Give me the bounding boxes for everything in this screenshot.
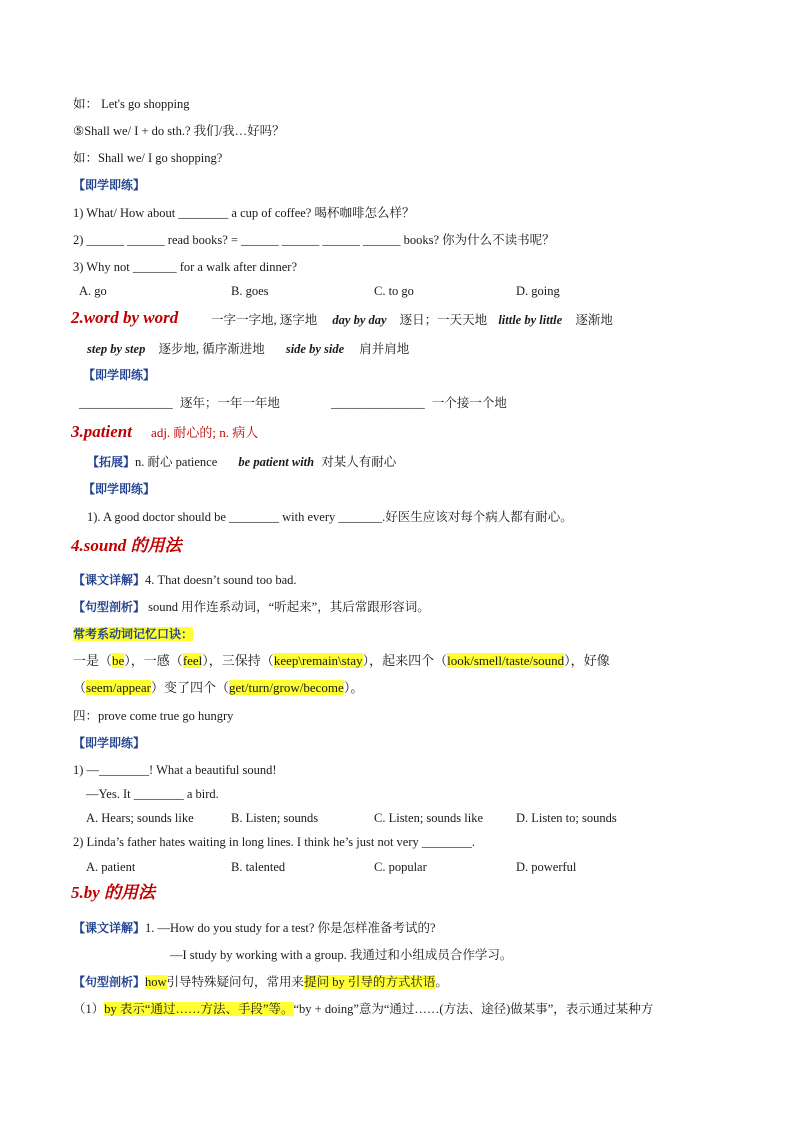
detail-label: 【课文详解】 — [73, 921, 146, 935]
phrase-line — [211, 312, 613, 328]
question: 1). A good doctor should be ________ with every _______.好医生应该对每个病人都有耐心。 — [87, 510, 573, 524]
note-line: （1）by 表示“通过……方法、手段”等。“by + doing”意为“通过……(方法、途径)做某事”，表示通过某种方 — [73, 1002, 654, 1016]
question: 1) What/ How about ________ a cup of coffee? 喝杯咖啡怎么样？ — [73, 206, 415, 220]
detail-text: —I study by working with a group. 我通过和小组成员合作学习。 — [170, 948, 513, 962]
section-heading — [71, 424, 258, 441]
meaning: 逐日；一天天地 — [399, 313, 488, 327]
practice-label: 【即学即练】 — [73, 178, 146, 192]
phrase: step by step — [87, 342, 146, 356]
analysis-text: sound 用作连系动词，“听起来”，其后常跟形容词。 — [145, 600, 430, 614]
section-number: 3. — [71, 422, 84, 441]
option: C. Listen; sounds like — [374, 811, 484, 825]
detail-text: 1. —How do you study for a test? 你是怎样准备考试的? — [145, 921, 436, 935]
phrase: side by side — [285, 342, 345, 356]
section-number: 5. — [71, 883, 84, 902]
practice-label: 【即学即练】 — [83, 368, 156, 382]
extension-label: 【拓展】 — [87, 455, 136, 469]
practice-label: 【即学即练】 — [73, 736, 146, 750]
option: B. talented — [231, 860, 286, 874]
detail-text: 4. That doesn’t sound too bad. — [145, 573, 297, 587]
text-detail — [73, 920, 436, 936]
section-title: by 的用法 — [83, 883, 156, 902]
section-number: 4. — [71, 536, 84, 555]
analysis-label: 【句型剖析】 — [73, 975, 146, 989]
mnemonic-line: （seem/appear）变了四个（get/turn/grow/become）。 — [73, 680, 364, 695]
mnemonic-title: 常考系动词记忆口诀： — [73, 627, 194, 641]
option: D. going — [516, 284, 560, 298]
analysis-label: 【句型剖析】 — [73, 600, 146, 614]
meaning: 一个接一个地 — [431, 396, 507, 410]
rule-line: ⑤Shall we/ I + do sth.? 我们/我…好吗？ — [73, 124, 285, 138]
blank: _______________ — [79, 396, 173, 410]
extension-line — [87, 454, 396, 470]
phrase: little by little — [498, 313, 563, 327]
sentence-analysis — [73, 599, 430, 615]
meaning: 逐步地, 循序渐进地 — [158, 342, 265, 356]
fill-line — [331, 395, 507, 411]
sentence-analysis: 【句型剖析】how引导特殊疑问句，常用来提问 by 引导的方式状语。 — [73, 975, 448, 989]
practice-label: 【即学即练】 — [83, 482, 156, 496]
option: D. powerful — [516, 860, 577, 874]
meaning: 逐渐地 — [575, 313, 613, 327]
example-line: 如：Shall we/ I go shopping? — [73, 151, 223, 165]
meaning: 一字一字地, 逐字地 — [211, 313, 318, 327]
detail-label: 【课文详解】 — [73, 573, 146, 587]
option: C. popular — [374, 860, 427, 874]
section-title: word by word — [83, 308, 179, 327]
question: 3) Why not _______ for a walk after dinner? — [73, 260, 298, 274]
question: —Yes. It ________ a bird. — [86, 787, 219, 801]
option: A. go — [79, 284, 107, 298]
option: B. Listen; sounds — [231, 811, 319, 825]
section-heading — [71, 885, 155, 902]
mnemonic-line: 一是（be），一感（feel），三保持（keep\remain\stay），起来四个（look/smell/taste/sound），好像 — [73, 653, 610, 668]
question: 2) Linda’s father hates waiting in long lines. I think he’s just not very ________. — [73, 835, 476, 849]
phrase: day by day — [332, 313, 387, 327]
meaning: 肩并肩地 — [359, 342, 410, 356]
definition: adj. 耐心的; n. 病人 — [151, 425, 259, 440]
question: 2) ______ ______ read books? = ______ ______ ______ ______ books? 你为什么不读书呢？ — [73, 233, 555, 247]
phrase-line — [87, 341, 409, 357]
example-line: 如： Let's go shopping — [73, 97, 190, 111]
section-number: 2. — [71, 308, 84, 327]
section-title: patient — [83, 422, 132, 441]
note-line: 四：prove come true go hungry — [73, 709, 234, 723]
option: B. goes — [231, 284, 269, 298]
option: A. patient — [86, 860, 136, 874]
section-heading — [71, 538, 182, 555]
fill-line — [79, 395, 280, 411]
phrase: be patient with — [238, 455, 315, 469]
option: D. Listen to; sounds — [516, 811, 617, 825]
text-detail — [73, 572, 297, 588]
question: 1) —________! What a beautiful sound! — [73, 763, 277, 777]
option: C. to go — [374, 284, 414, 298]
extension-text: n. 耐心 patience — [135, 455, 218, 469]
meaning: 对某人有耐心 — [321, 455, 397, 469]
meaning: 逐年；一年一年地 — [179, 396, 280, 410]
section-title: sound 的用法 — [83, 536, 182, 555]
blank: _______________ — [331, 396, 425, 410]
option: A. Hears; sounds like — [86, 811, 194, 825]
section-heading — [71, 310, 178, 327]
